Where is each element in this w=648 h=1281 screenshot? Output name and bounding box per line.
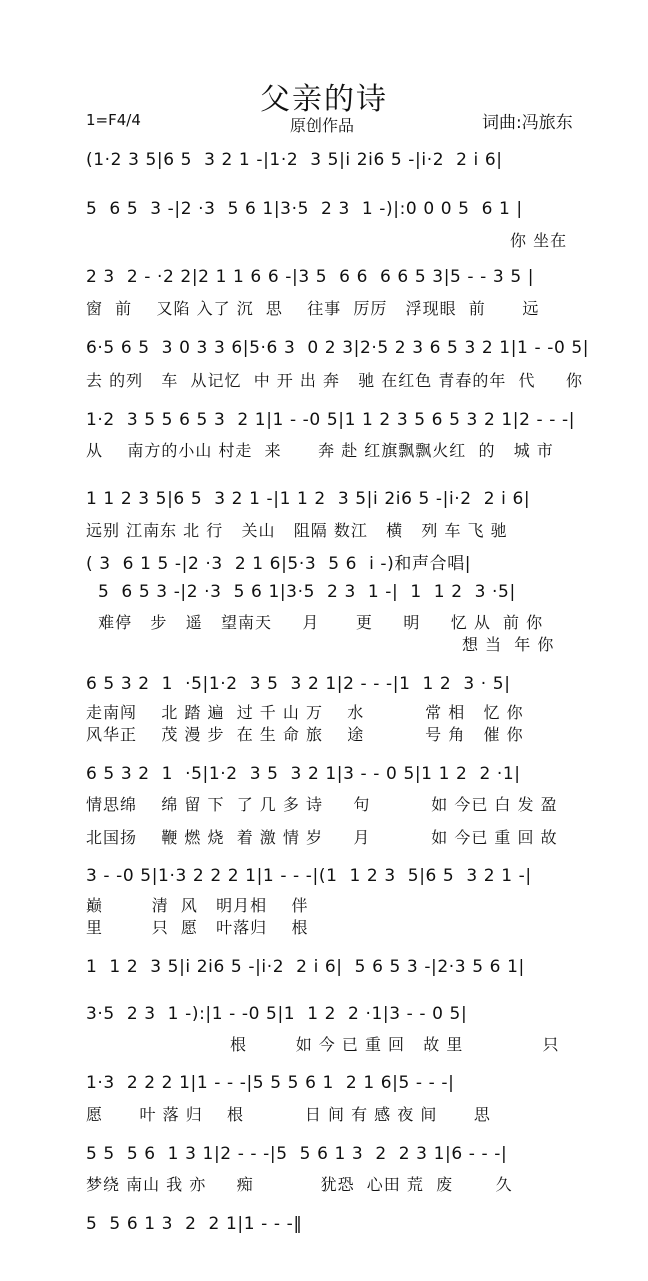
lyric-line: 里 只 愿 叶落归 根 bbox=[86, 918, 309, 937]
lyric-line: 梦绕 南山 我 亦 痴 犹恐 心田 荒 废 久 bbox=[86, 1175, 513, 1194]
key-signature: 1=F4/4 bbox=[86, 111, 141, 129]
notation-line: 1 1 2 3 5|i 2i6 5 -|i·2 2 i 6| 5 6 5 3 -|2·3 5 6 1| bbox=[86, 957, 525, 977]
lyric-line: 情思绵 绵 留 下 了 几 多 诗 句 如 今已 白 发 盈 bbox=[86, 795, 558, 814]
notation-line: 1·3 2 2 2 1|1 - - -|5 5 5 6 1 2 1 6|5 - - -| bbox=[86, 1073, 455, 1093]
notation-line: 2 3 2 - ·2 2|2 1 1 6 6 -|3 5 6 6 6 6 5 3|5 - - 3 5 | bbox=[86, 267, 535, 287]
notation-line: 5 6 5 3 -|2 ·3 5 6 1|3·5 2 3 1 -)|:0 0 0 5 6 1 | bbox=[86, 199, 523, 219]
notation-line: 3 - -0 5|1·3 2 2 2 1|1 - - -|(1 1 2 3 5|6 5 3 2 1 -| bbox=[86, 866, 532, 886]
author-credit: 词曲:冯旅东 bbox=[482, 113, 573, 133]
notation-line: 6·5 6 5 3 0 3 3 6|5·6 3 0 2 3|2·5 2 3 6 5 3 2 1|1 - -0 5| bbox=[86, 338, 590, 358]
lyric-line: 北国扬 鞭 燃 烧 着 激 情 岁 月 如 今已 重 回 故 bbox=[86, 828, 558, 847]
lyric-line: 巅 清 风 明月相 伴 bbox=[86, 896, 309, 915]
lyric-line: 想 当 年 你 bbox=[462, 635, 555, 654]
lyric-line: 风华正 茂 漫 步 在 生 命 旅 途 号 角 催 你 bbox=[86, 725, 524, 744]
lyric-line: 愿 叶 落 归 根 日 间 有 感 夜 间 思 bbox=[86, 1105, 491, 1124]
notation-line: 3·5 2 3 1 -):|1 - -0 5|1 1 2 2 ·1|3 - - 0 5| bbox=[86, 1004, 468, 1024]
notation-line: 6 5 3 2 1 ·5|1·2 3 5 3 2 1|2 - - -|1 1 2 3 · 5| bbox=[86, 674, 511, 694]
notation-line: ( 3 6 1 5 -|2 ·3 2 1 6|5·3 5 6 i -)和声合唱| bbox=[86, 554, 472, 574]
lyric-line: 根 如 今 已 重 回 故 里 只 bbox=[230, 1035, 560, 1054]
lyric-line: 走南闯 北 踏 遍 过 千 山 万 水 常 相 忆 你 bbox=[86, 703, 524, 722]
lyric-line: 难停 步 遥 望南天 月 更 明 忆 从 前 你 bbox=[86, 613, 544, 632]
lyric-line: 你 坐在 bbox=[510, 231, 568, 250]
lyric-line: 窗 前 又陷 入了 沉 思 往事 厉厉 浮现眼 前 远 bbox=[86, 299, 540, 318]
notation-line: 6 5 3 2 1 ·5|1·2 3 5 3 2 1|3 - - 0 5|1 1 2 2 ·1| bbox=[86, 764, 521, 784]
lyric-line: 远别 江南东 北 行 关山 阻隔 数江 横 列 车 飞 驰 bbox=[86, 521, 508, 540]
notation-line: 5 5 6 1 3 2 2 1|1 - - -‖ bbox=[86, 1214, 303, 1234]
notation-line: 1 1 2 3 5|6 5 3 2 1 -|1 1 2 3 5|i 2i6 5 -|i·2 2 i 6| bbox=[86, 489, 531, 509]
notation-line: 5 6 5 3 -|2 ·3 5 6 1|3·5 2 3 1 -| 1 1 2 3 ·5| bbox=[86, 582, 516, 602]
subtitle: 原创作品 bbox=[290, 116, 355, 135]
lyric-line: 去 的列 车 从记忆 中 开 出 奔 驰 在红色 青春的年 代 你 bbox=[86, 371, 583, 390]
notation-line: (1·2 3 5|6 5 3 2 1 -|1·2 3 5|i 2i6 5 -|i·2 2 i 6| bbox=[86, 150, 503, 170]
title: 父亲的诗 bbox=[260, 82, 388, 117]
notation-line: 1·2 3 5 5 6 5 3 2 1|1 - -0 5|1 1 2 3 5 6 5 3 2 1|2 - - -| bbox=[86, 410, 576, 430]
lyric-line: 从 南方的小山 村走 来 奔 赴 红旗飘飘火红 的 城 市 bbox=[86, 441, 554, 460]
notation-line: 5 5 5 6 1 3 1|2 - - -|5 5 6 1 3 2 2 3 1|6 - - -| bbox=[86, 1144, 508, 1164]
